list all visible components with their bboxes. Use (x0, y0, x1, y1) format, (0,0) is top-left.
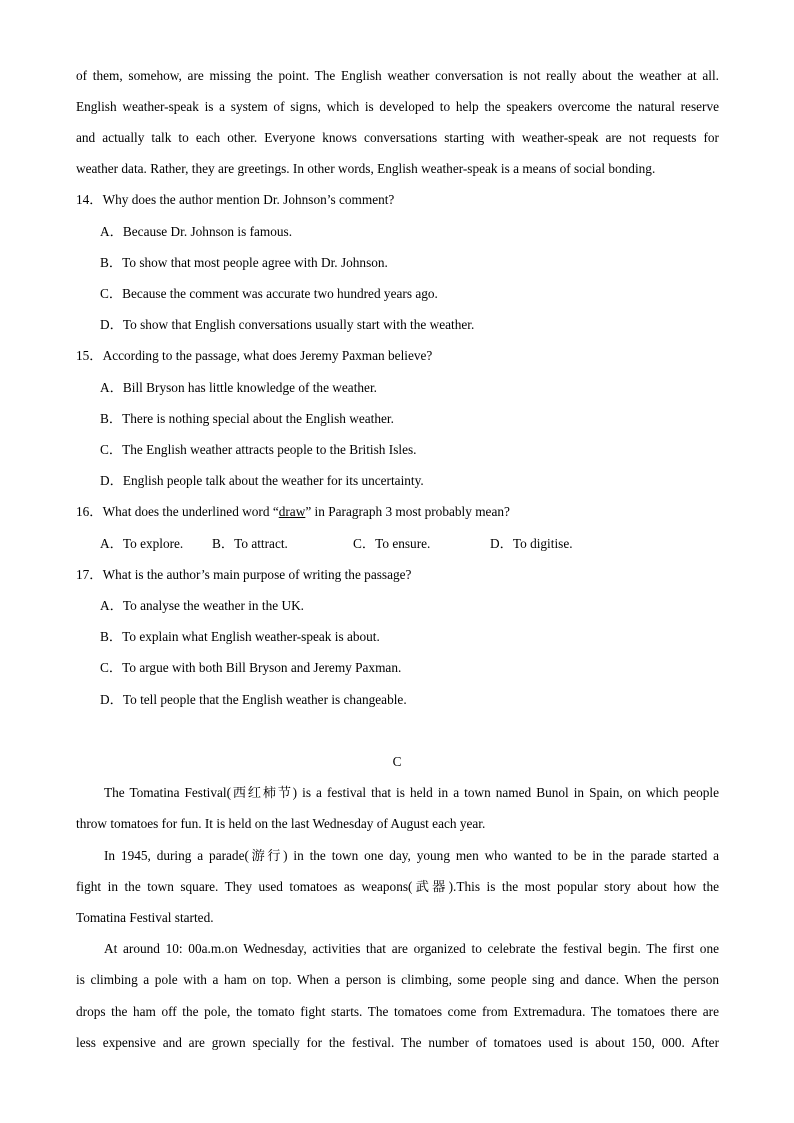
passage-c-line: In 1945, during a parade(游行) in the town one day, young men who wanted to be in the parade started a (104, 848, 719, 863)
passage-c-line: fight in the town square. They used tomatoes as weapons(武器).This is the most popular story about how the (76, 879, 719, 894)
question-17-stem: 17．What is the author’s main purpose of writing the passage? (76, 567, 412, 582)
passage-c-heading: C (392, 754, 402, 769)
q15-option-d: D．English people talk about the weather for its uncertainty. (100, 473, 424, 488)
q16-underlined-word: draw (278, 504, 306, 519)
passage-c-line: drops the ham off the pole, the tomato fight starts. The tomatoes come from Extremadura. The tomatoes there are (76, 1004, 719, 1019)
passage-c-line: The Tomatina Festival(西红柿节) is a festival that is held in a town named Bunol in Spain, on which people (104, 785, 719, 800)
q16-options-row (0, 535, 794, 553)
q16-stem-before: 16．What does the underlined word “ (76, 504, 279, 519)
q17-option-c: C．To argue with both Bill Bryson and Jeremy Paxman. (100, 660, 402, 675)
q16-option-d: D．To digitise. (490, 536, 573, 551)
q16-option-a: A．To explore. (100, 536, 184, 551)
q16-stem-after: ” in Paragraph 3 most probably mean? (305, 504, 510, 519)
question-14-stem: 14．Why does the author mention Dr. Johnson’s comment? (76, 192, 395, 207)
q15-option-b: B．There is nothing special about the English weather. (100, 411, 394, 426)
q17-option-d: D．To tell people that the English weather is changeable. (100, 692, 407, 707)
question-16-stem (76, 503, 510, 521)
q14-option-d: D．To show that English conversations usually start with the weather. (100, 317, 475, 332)
passage-c-line: is climbing a pole with a ham on top. When a person is climbing, some people sing and dance. When the person (76, 972, 719, 987)
q14-option-c: C．Because the comment was accurate two hundred years ago. (100, 286, 438, 301)
passage-b-line: of them, somehow, are missing the point. The English weather conversation is not really about the weather at all. (76, 68, 719, 83)
passage-b-line: English weather-speak is a system of signs, which is developed to help the speakers overcome the natural reserve (76, 99, 719, 114)
q17-option-b: B．To explain what English weather-speak is about. (100, 629, 380, 644)
q17-option-a: A．To analyse the weather in the UK. (100, 598, 304, 613)
passage-b-line: weather data. Rather, they are greetings. In other words, English weather-speak is a means of social bonding. (76, 161, 656, 176)
passage-b-line: and actually talk to each other. Everyone knows conversations starting with weather-speak are not requests for (76, 130, 719, 145)
passage-c-line: Tomatina Festival started. (76, 910, 214, 925)
q14-option-b: B．To show that most people agree with Dr. Johnson. (100, 255, 388, 270)
q14-option-a: A．Because Dr. Johnson is famous. (100, 224, 293, 239)
q15-option-c: C．The English weather attracts people to the British Isles. (100, 442, 417, 457)
question-15-stem: 15．According to the passage, what does Jeremy Paxman believe? (76, 348, 433, 363)
passage-c-line: At around 10: 00a.m.on Wednesday, activities that are organized to celebrate the festival begin. The first one (104, 941, 719, 956)
q16-option-b: B．To attract. (212, 536, 288, 551)
passage-c-line: throw tomatoes for fun. It is held on the last Wednesday of August each year. (76, 816, 486, 831)
q16-option-c: C．To ensure. (353, 536, 431, 551)
q15-option-a: A．Bill Bryson has little knowledge of the weather. (100, 380, 377, 395)
passage-c-line: less expensive and are grown specially for the festival. The number of tomatoes used is about 150, 000. After (76, 1035, 719, 1050)
